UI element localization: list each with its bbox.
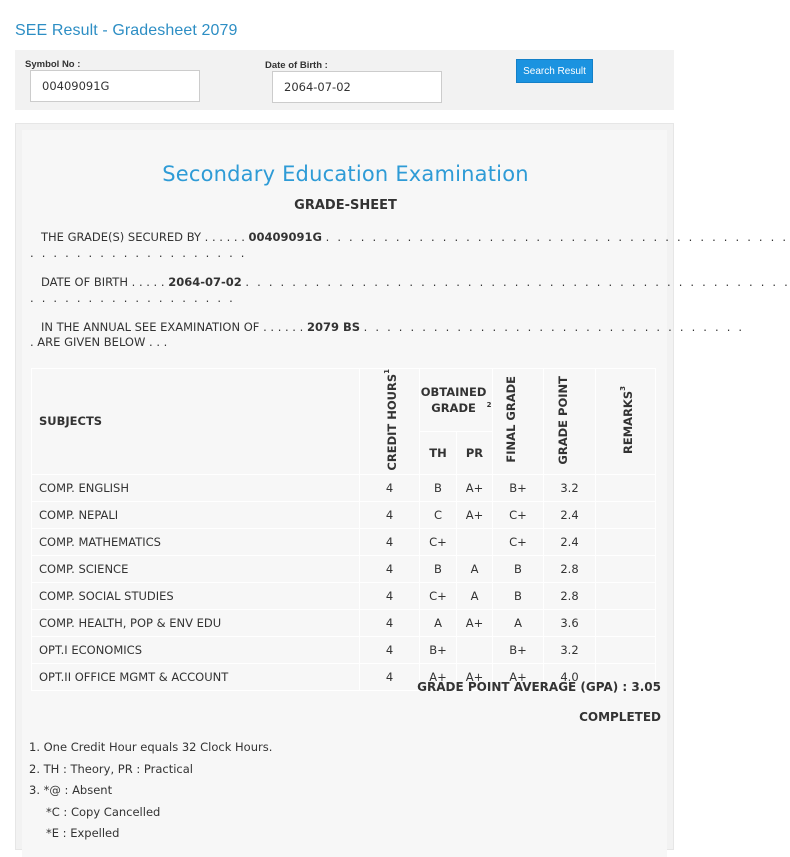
credit-hours-cell: 4 <box>360 528 420 555</box>
search-result-button[interactable]: Search Result <box>516 59 593 83</box>
subject-name: OPT.I ECONOMICS <box>32 636 360 663</box>
practical-grade-cell: A+ <box>457 501 493 528</box>
subject-name: COMP. HEALTH, POP & ENV EDU <box>32 609 360 636</box>
footnote-ref-1: 1 <box>383 369 392 374</box>
grade-point-cell: 3.2 <box>544 636 596 663</box>
final-grade-cell: A+ <box>493 663 544 690</box>
symbol-no-label: Symbol No : <box>25 59 81 70</box>
practical-grade-cell: A+ <box>457 474 493 501</box>
table-row <box>32 528 656 555</box>
grade-point-cell: 2.8 <box>544 555 596 582</box>
subject-name: COMP. SCIENCE <box>32 555 360 582</box>
exam-year: 2079 BS <box>306 320 360 334</box>
footnotes <box>29 737 272 845</box>
secured-by-line <box>30 230 789 245</box>
final-grade-cell: B <box>493 555 544 582</box>
remarks-cell <box>596 609 656 636</box>
exam-prefix: IN THE ANNUAL SEE EXAMINATION OF . . . . . . <box>40 320 304 334</box>
grades-table <box>31 368 656 691</box>
theory-grade-cell: C+ <box>420 582 457 609</box>
credit-hours-cell: 4 <box>360 555 420 582</box>
final-grade-cell: C+ <box>493 501 544 528</box>
page-title: SEE Result - Gradesheet 2079 <box>15 22 238 39</box>
grade-point-cell: 2.4 <box>544 528 596 555</box>
gradesheet-heading: GRADE-SHEET <box>294 198 397 213</box>
practical-grade-cell: A <box>457 555 493 582</box>
practical-grade-cell: A+ <box>457 609 493 636</box>
grade-point-cell: 2.8 <box>544 582 596 609</box>
subject-name: OPT.II OFFICE MGMT & ACCOUNT <box>32 663 360 690</box>
remarks-cell <box>596 528 656 555</box>
credit-hours-cell: 4 <box>360 663 420 690</box>
dob-label: Date of Birth : <box>265 60 328 71</box>
footnote-item: 1. One Credit Hour equals 32 Clock Hours. <box>29 740 273 754</box>
remarks-cell <box>596 474 656 501</box>
practical-grade-cell: A+ <box>457 663 493 690</box>
table-row <box>32 555 656 582</box>
theory-grade-cell: A <box>420 609 457 636</box>
exam-title: Secondary Education Examination <box>162 162 529 186</box>
subject-name: COMP. NEPALI <box>32 501 360 528</box>
footnote-ref-2: 2 <box>486 401 492 410</box>
final-grade-cell: C+ <box>493 528 544 555</box>
final-grade-cell: B <box>493 582 544 609</box>
grade-point-cell: 3.6 <box>544 609 596 636</box>
theory-grade-cell: C+ <box>420 528 457 555</box>
th-header: TH <box>420 432 457 474</box>
subject-name: COMP. SOCIAL STUDIES <box>32 582 360 609</box>
credit-hours-cell: 4 <box>360 582 420 609</box>
table-row <box>32 501 656 528</box>
footnote-item: *E : Expelled <box>46 826 120 841</box>
gpa-summary: GRADE POINT AVERAGE (GPA) : 3.05 <box>417 680 661 694</box>
grade-point-header <box>544 369 596 475</box>
subjects-header: SUBJECTS <box>32 369 360 475</box>
final-grade-cell: B+ <box>493 636 544 663</box>
theory-grade-cell: A+ <box>420 663 457 690</box>
secured-by-line-2: . . . . . . . . . . . . . . . . . . . <box>30 246 247 260</box>
dot-leader: . . . . . . . . . . . . . . . . . . . . . . . . . . . . . . . . . <box>363 320 745 334</box>
practical-grade-cell <box>457 528 493 555</box>
subject-name: COMP. MATHEMATICS <box>32 528 360 555</box>
final-grade-cell: B+ <box>493 474 544 501</box>
credit-hours-label: CREDIT HOURS <box>384 373 399 471</box>
footnote-ref-3: 3 <box>619 385 628 391</box>
dot-leader: . . . . . . . . . . . . . . . . . . . . . . . . . . . . . . . . . . . . . . . . <box>325 230 789 244</box>
exam-line <box>30 320 745 335</box>
exam-line-2: . ARE GIVEN BELOW . . . <box>30 335 168 349</box>
final-grade-label: FINAL GRADE <box>504 376 518 464</box>
table-row <box>32 609 656 636</box>
obtained-grade-label: OBTAINED GRADE <box>420 385 487 416</box>
footnote-item: 3. *@ : Absent <box>29 783 113 798</box>
credit-hours-header <box>360 369 420 475</box>
dob-line-2: . . . . . . . . . . . . . . . . . . <box>30 291 235 305</box>
final-grade-header <box>493 369 544 475</box>
credit-hours-cell: 4 <box>360 636 420 663</box>
footnote-item: 2. TH : Theory, PR : Practical <box>29 761 193 776</box>
remarks-cell <box>596 555 656 582</box>
remarks-cell <box>596 501 656 528</box>
credit-hours-cell: 4 <box>360 609 420 636</box>
secured-by-prefix: THE GRADE(S) SECURED BY . . . . . . <box>40 230 245 244</box>
pr-header: PR <box>457 432 493 474</box>
credit-hours-cell: 4 <box>360 474 420 501</box>
credit-hours-cell: 4 <box>360 501 420 528</box>
dob-prefix: DATE OF BIRTH . . . . . <box>40 275 165 289</box>
theory-grade-cell: B+ <box>420 636 457 663</box>
symbol-no-input[interactable]: 00409091G <box>30 70 200 102</box>
dob-input[interactable]: 2064-07-02 <box>272 71 442 103</box>
dob-line <box>30 275 790 290</box>
obtained-grade-header <box>420 369 493 432</box>
remarks-cell <box>596 636 656 663</box>
table-row <box>32 474 656 501</box>
remarks-header <box>596 369 656 475</box>
subject-name: COMP. ENGLISH <box>32 474 360 501</box>
result-status: COMPLETED <box>579 710 661 724</box>
secured-by-symbol: 00409091G <box>248 230 322 244</box>
theory-grade-cell: B <box>420 474 457 501</box>
table-row <box>32 582 656 609</box>
dob-value: 2064-07-02 <box>168 275 242 289</box>
theory-grade-cell: C <box>420 501 457 528</box>
dot-leader: . . . . . . . . . . . . . . . . . . . . . . . . . . . . . . . . . . . . . . . . . . . . . . . <box>245 275 790 289</box>
practical-grade-cell <box>457 636 493 663</box>
remarks-cell <box>596 582 656 609</box>
footnote-item: *C : Copy Cancelled <box>46 804 161 819</box>
remarks-label: REMARKS <box>620 390 635 454</box>
grade-point-label: GRADE POINT <box>555 375 570 465</box>
theory-grade-cell: B <box>420 555 457 582</box>
gradesheet-panel <box>15 123 790 850</box>
final-grade-cell: A <box>493 609 544 636</box>
grade-point-cell: 3.2 <box>544 474 596 501</box>
grade-point-cell: 4.0 <box>544 663 596 690</box>
table-row <box>32 636 656 663</box>
grade-point-cell: 2.4 <box>544 501 596 528</box>
practical-grade-cell: A <box>457 582 493 609</box>
